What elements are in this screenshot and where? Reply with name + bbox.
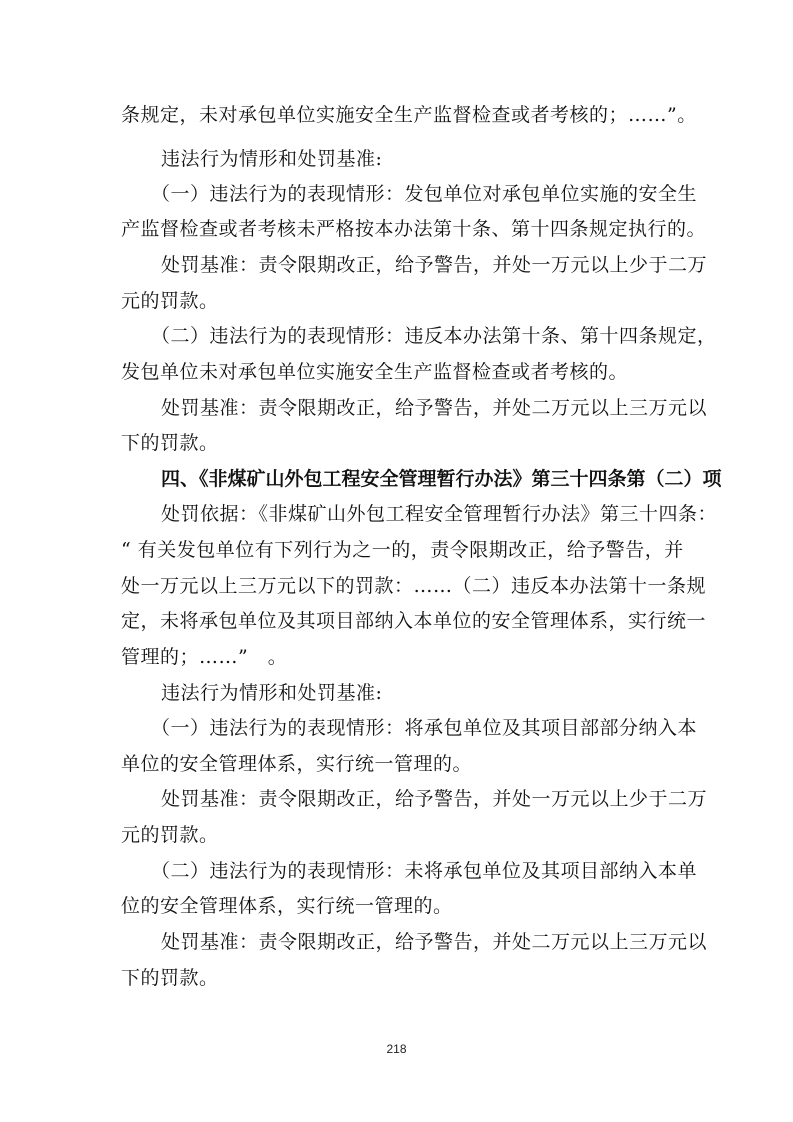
text-line: 单位的安全管理体系，实行统一管理的。 [121, 753, 473, 775]
text-line: （一）违法行为的表现情形：发包单位对承包单位实施的安全生 [151, 183, 698, 205]
text-line: 处罚基准：责令限期改正，给予警告，并处二万元以上三万元以 [161, 931, 708, 953]
text-line: 元的罚款。 [121, 824, 219, 846]
text-line: 处罚依据：《非煤矿山外包工程安全管理暂行办法》第三十四条： [161, 503, 718, 525]
text-line: 发包单位未对承包单位实施安全生产监督检查或者考核的。 [121, 361, 629, 383]
text-line: 违法行为情形和处罚基准: [161, 148, 383, 170]
text-line: 产监督检查或者考核未严格按本办法第十条、第十四条规定执行的。 [121, 218, 707, 240]
text-line: 管理的；……” 。 [121, 646, 288, 668]
section-heading: 四、《非煤矿山外包工程安全管理暂行办法》第三十四条第（二）项 [161, 468, 722, 490]
text-line: 处罚基准：责令限期改正，给予警告，并处一万元以上少于二万 [161, 254, 708, 276]
text-line: 条规定，未对承包单位实施安全生产监督检查或者考核的；……”。 [121, 104, 697, 126]
text-line: 处罚基准：责令限期改正，给予警告，并处二万元以上三万元以 [161, 397, 708, 419]
text-line: 处罚基准：责令限期改正，给予警告，并处一万元以上少于二万 [161, 788, 708, 810]
text-line: 违法行为情形和处罚基准: [161, 682, 383, 704]
text-line: 位的安全管理体系，实行统一管理的。 [121, 895, 453, 917]
page-number: 218 [386, 1042, 407, 1056]
text-line: 下的罚款。 [121, 432, 219, 454]
text-line: 下的罚款。 [121, 967, 219, 989]
text-line: 定，未将承包单位及其项目部纳入本单位的安全管理体系，实行统一 [121, 610, 707, 632]
text-line: （二）违法行为的表现情形：未将承包单位及其项目部纳入本单 [151, 860, 698, 882]
text-line: （一）违法行为的表现情形：将承包单位及其项目部部分纳入本 [151, 717, 698, 739]
text-line: （二）违法行为的表现情形：违反本办法第十条、第十四条规定， [151, 325, 717, 347]
text-line: 处一万元以上三万元以下的罚款：……（二）违反本办法第十一条规 [121, 575, 707, 597]
text-line: 元的罚款。 [121, 290, 219, 312]
text-line: “ 有关发包单位有下列行为之一的，责令限期改正，给予警告，并 [121, 539, 684, 561]
